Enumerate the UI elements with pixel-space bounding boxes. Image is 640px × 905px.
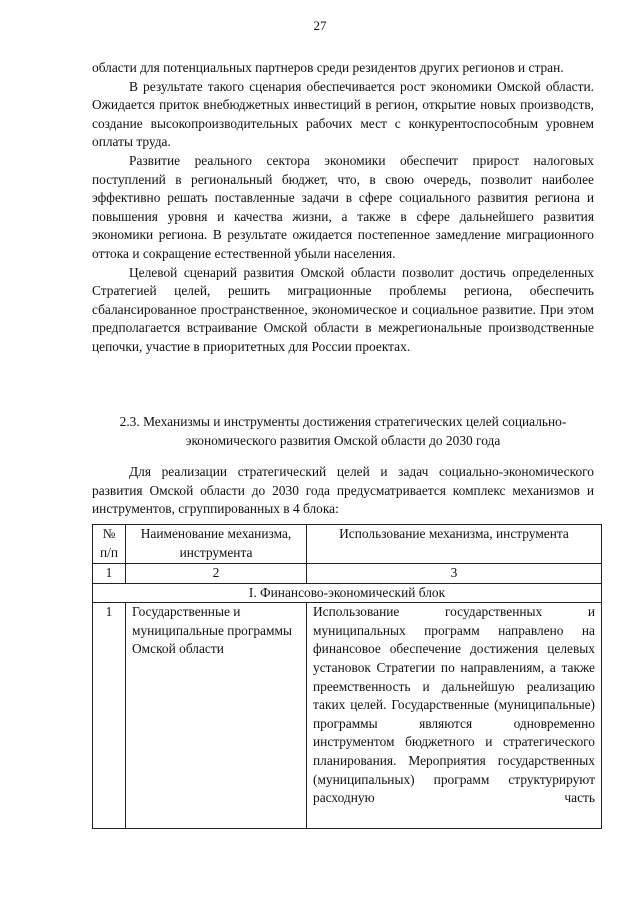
paragraph-continuation: области для потенциальных партнеров среди резидентов других регионов и стран. [92,60,564,75]
paragraph-real-sector: Развитие реального сектора экономики обеспечит прирост налоговых поступлений в региональный бюджет, что, в свою очередь, позволит наиболее эффективно решать поставленные задачи в сфере социального развития региона и повышения уровня и качества жизни, а также в сфере дальнейшего развития экономики региона. В результате ожидается постепенное замедление миграционного оттока и сокращение естественной убыли населения. [92,152,594,261]
paragraph-scenario-growth: В результате такого сценария обеспечивается рост экономики Омской области. Ожидается приток внебюджетных инвестиций в регион, открытие новых производств, создание высокопроизводительных рабочих мест с конкурентоспособным уровнем оплаты труда. [92,78,594,150]
section-heading: 2.3. Механизмы и инструменты достижения стратегических целей социально-экономического развития Омской области до 2030 года [119,414,567,448]
row-name: Государственные и муниципальные программы Омской области [126,603,307,829]
header-name: Наименование механизма, инструмента [126,525,307,564]
row-use: Использование государственных и муниципальных программ направлено на финансовое обеспечение достижения целевых установок Стратегии по направлениям, а также преемственность и дальнейшую реализацию таких целей. Государственные (муниципальные) программы являются одновременно инструментом бюджетного и стратегического планирования. Мероприятия государственных (муниципальных) программ структурируют расходную часть [307,603,602,829]
table-block-row [93,583,602,603]
block-title: I. Финансово-экономический блок [93,583,602,603]
header-num: № п/п [93,525,126,564]
index-cell-2: 2 [126,564,307,584]
table-row [93,603,602,829]
index-cell-3: 3 [307,564,602,584]
index-cell-1: 1 [93,564,126,584]
intro-paragraph: Для реализации стратегический целей и задач социально-экономического развития Омской области до 2030 года предусматривается комплекс механизмов и инструментов, сгруппированных в 4 блока: [92,464,594,517]
table-header-row [93,525,602,564]
header-use: Использование механизма, инструмента [307,525,602,564]
row-num: 1 [93,603,126,829]
table-index-row [93,564,602,584]
page-number: 27 [313,18,327,33]
body-text [92,59,594,357]
mechanisms-table [92,524,602,829]
paragraph-target-scenario: Целевой сценарий развития Омской области позволит достичь определенных Стратегией целей, решить миграционные проблемы региона, обеспечить сбалансированное пространственное, экономическое и социальное развитие. При этом предполагается встраивание Омской области в межрегиональные производственные цепочки, участие в приоритетных для России проектах. [92,264,594,354]
